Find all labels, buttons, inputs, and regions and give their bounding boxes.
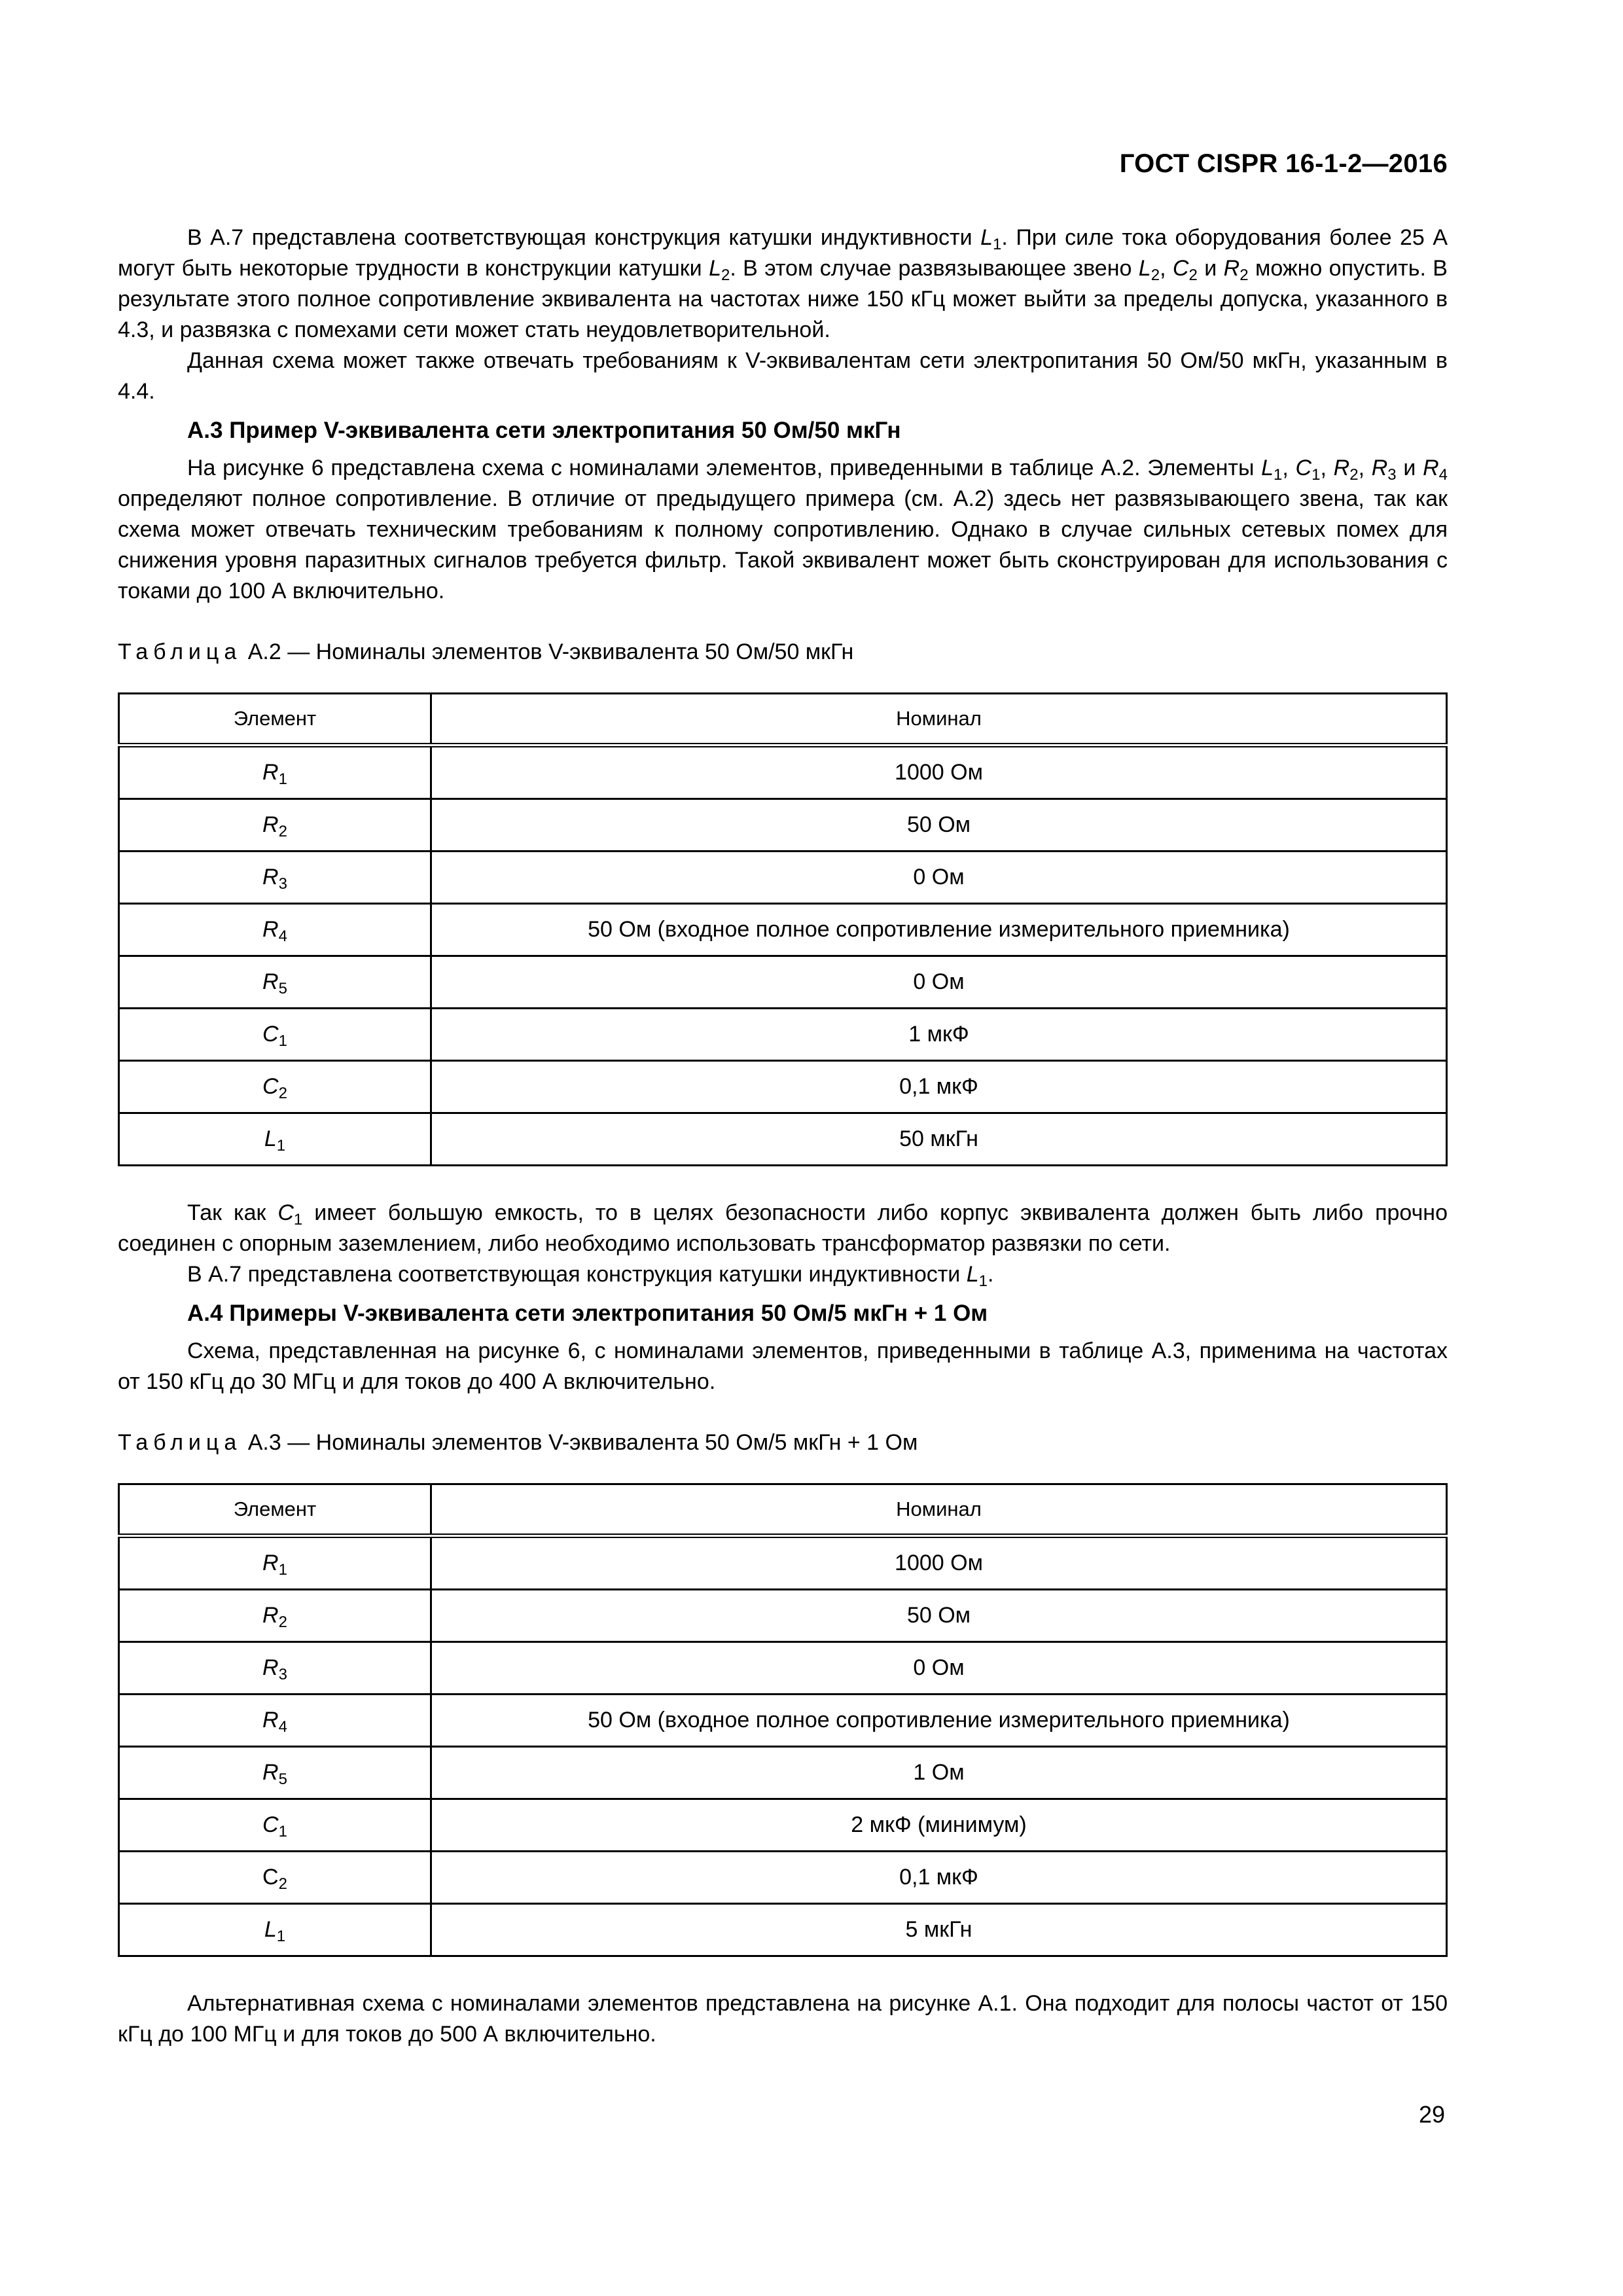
value-cell: 0,1 мкФ (431, 1061, 1447, 1113)
element-cell (119, 799, 431, 852)
symbol-r: R (262, 812, 279, 837)
symbol-r: R (262, 1603, 279, 1628)
element-cell (119, 1113, 431, 1166)
paragraph-alternative-scheme: Альтернативная схема с номиналами элементов представлена на рисунке А.1. Она подходит для полосы частот от 150 кГц до 100 МГц и для токов до 500 А включительно. (118, 1991, 1448, 2047)
value-cell: 50 Ом (431, 1590, 1447, 1642)
symbol-l: L (709, 256, 721, 281)
table-row (119, 1695, 1447, 1747)
subscript: 1 (278, 1032, 287, 1050)
subscript: 1 (1311, 466, 1321, 484)
value-cell: 50 мкГн (431, 1113, 1447, 1166)
symbol-r: R (262, 1655, 279, 1680)
table-row (119, 1113, 1447, 1166)
value-cell: 50 Ом (входное полное сопротивление измерительного приемника) (431, 1695, 1447, 1747)
subscript: 2 (721, 266, 730, 284)
caption-text: А.2 — Номиналы элементов V-эквивалента 50 Ом/50 мкГн (241, 639, 854, 664)
table-header-row (119, 694, 1447, 745)
column-header-value: Номинал (431, 1484, 1447, 1536)
table-row (119, 1852, 1447, 1904)
element-cell (119, 1009, 431, 1061)
table-a2 (118, 692, 1448, 1166)
table-row (119, 1747, 1447, 1799)
text-run: , (1282, 456, 1296, 480)
subscript: 5 (278, 1770, 287, 1788)
page-content (118, 223, 1448, 2050)
subscript: 1 (978, 1272, 988, 1290)
symbol-r: R (262, 1551, 279, 1575)
column-header-value: Номинал (431, 694, 1447, 745)
symbol-c: C (262, 1865, 279, 1890)
symbol-c: C (277, 1200, 294, 1225)
symbol-c: C (1295, 456, 1312, 480)
table-row (119, 1061, 1447, 1113)
text-run: определяют полное сопротивление. В отличие от предыдущего примера (см. А.2) здесь нет развязывающего звена, так как схема может отвечать техническим требованиям к полному сопротивлению. Однако в случае сильных сетевых помех для снижения уровня паразитных сигналов требуется фильтр. Такой эквивалент может быть сконструирован для использования с токами до 100 А включительно. (118, 486, 1448, 603)
value-cell: 0 Ом (431, 852, 1447, 904)
subscript: 1 (278, 1823, 287, 1840)
heading-a3: А.3 Пример V-эквивалента сети электропитания 50 Ом/50 мкГн (187, 418, 901, 443)
value-cell: 50 Ом (431, 799, 1447, 852)
text-run: На рисунке 6 представлена схема с номиналами элементов, приведенными в таблице А.2. Элементы (187, 456, 1262, 480)
paragraph-inductor-reference (118, 1259, 1448, 1290)
subscript: 1 (278, 1561, 287, 1579)
value-cell: 5 мкГн (431, 1904, 1447, 1956)
table-a2-caption (118, 637, 1448, 668)
table-a3 (118, 1483, 1448, 1957)
subscript: 2 (278, 1613, 287, 1631)
text-run: . (988, 1262, 994, 1287)
text-run: и (1396, 456, 1423, 480)
subscript: 3 (278, 1666, 287, 1683)
element-cell (119, 1799, 431, 1852)
subscript: 1 (1274, 466, 1283, 484)
paragraph-c1-safety (118, 1198, 1448, 1259)
table-row (119, 1536, 1447, 1590)
element-cell (119, 1590, 431, 1642)
symbol-c: C (262, 1074, 279, 1099)
element-cell (119, 1536, 431, 1590)
table-row (119, 1904, 1447, 1956)
text-run: можно опустить. В результате этого полное сопротивление эквивалента на частотах ниже 150 кГц может выйти за пределы допуска, указанного в 4.3, и развязка с помехами сети может стать неудовлетворительной. (118, 256, 1448, 342)
symbol-l: L (966, 1262, 979, 1287)
subscript: 2 (1240, 266, 1249, 284)
table-row (119, 1590, 1447, 1642)
element-cell (119, 1904, 431, 1956)
element-cell (119, 1747, 431, 1799)
table-row (119, 745, 1447, 799)
symbol-l: L (264, 1126, 277, 1151)
table-a3-caption (118, 1427, 1448, 1458)
text-run: и (1197, 256, 1224, 281)
element-cell (119, 1695, 431, 1747)
subscript: 2 (1188, 266, 1198, 284)
heading-a4: А.4 Примеры V-эквивалента сети электропитания 50 Ом/5 мкГн + 1 Ом (187, 1300, 988, 1326)
text-run: В А.7 представлена соответствующая конструкция катушки индуктивности (187, 225, 981, 250)
paragraph-figure6-scheme (118, 453, 1448, 607)
value-cell: 50 Ом (входное полное сопротивление измерительного приемника) (431, 904, 1447, 956)
table-row (119, 904, 1447, 956)
symbol-r: R (262, 865, 279, 889)
text-run: , (1320, 456, 1334, 480)
text-run: , (1160, 256, 1173, 281)
symbol-c: C (1172, 256, 1189, 281)
subscript: 4 (1438, 466, 1448, 484)
subscript: 4 (278, 927, 287, 945)
symbol-r: R (262, 1760, 279, 1785)
paragraph-table-a3-scope: Схема, представленная на рисунке 6, с номиналами элементов, приведенными в таблице А.3, применима на частотах от 150 кГц до 30 МГц и для токов до 400 А включительно. (118, 1338, 1448, 1394)
table-row (119, 799, 1447, 852)
column-header-element: Элемент (119, 1484, 431, 1536)
table-row (119, 1009, 1447, 1061)
symbol-c: C (262, 1022, 279, 1047)
value-cell: 0 Ом (431, 1642, 1447, 1695)
symbol-l: L (1261, 456, 1274, 480)
element-cell (119, 745, 431, 799)
element-cell (119, 1852, 431, 1904)
element-cell (119, 956, 431, 1009)
value-cell: 1 Ом (431, 1747, 1447, 1799)
symbol-r: R (1223, 256, 1240, 281)
element-cell (119, 904, 431, 956)
symbol-r: R (1371, 456, 1388, 480)
table-row (119, 1642, 1447, 1695)
text-run: . При силе тока оборудования более 25 А могут быть некоторые трудности в конструкции катушки (118, 225, 1448, 281)
column-header-element: Элемент (119, 694, 431, 745)
text-run: Так как (187, 1200, 278, 1225)
value-cell: 2 мкФ (минимум) (431, 1799, 1447, 1852)
subscript: 1 (993, 236, 1002, 253)
table-row (119, 852, 1447, 904)
subscript: 2 (1150, 266, 1160, 284)
page-number: 29 (1418, 2101, 1445, 2128)
value-cell: 0 Ом (431, 956, 1447, 1009)
element-cell (119, 1642, 431, 1695)
subscript: 1 (276, 1137, 286, 1155)
symbol-r: R (262, 760, 279, 785)
caption-label: Таблица (118, 1430, 242, 1455)
caption-text: А.3 — Номиналы элементов V-эквивалента 50 Ом/5 мкГн + 1 Ом (241, 1430, 918, 1455)
document-header: ГОСТ CISPR 16-1-2—2016 (1119, 149, 1448, 178)
symbol-l: L (980, 225, 993, 250)
subscript: 2 (278, 1875, 287, 1893)
subscript: 4 (278, 1718, 287, 1736)
subscript: 2 (1349, 466, 1359, 484)
table-row (119, 1799, 1447, 1852)
subscript: 3 (278, 875, 287, 893)
symbol-r: R (262, 969, 279, 994)
text-run: , (1358, 456, 1372, 480)
value-cell: 1000 Ом (431, 745, 1447, 799)
value-cell: 1000 Ом (431, 1536, 1447, 1590)
symbol-l: L (264, 1917, 277, 1942)
caption-label: Таблица (118, 639, 242, 664)
subscript: 2 (278, 1085, 287, 1102)
text-run: В А.7 представлена соответствующая конструкция катушки индуктивности (187, 1262, 967, 1287)
symbol-c: C (262, 1812, 279, 1837)
element-cell (119, 852, 431, 904)
paragraph-scheme-requirements: Данная схема может также отвечать требованиям к V-эквивалентам сети электропитания 50 Ом/50 мкГн, указанным в 4.4. (118, 348, 1448, 404)
symbol-r: R (262, 1708, 279, 1732)
subscript: 5 (278, 980, 287, 997)
table-row (119, 956, 1447, 1009)
subscript: 1 (278, 770, 287, 788)
table-header-row (119, 1484, 1447, 1536)
value-cell: 0,1 мкФ (431, 1852, 1447, 1904)
subscript: 2 (278, 823, 287, 840)
subscript: 3 (1387, 466, 1397, 484)
value-cell: 1 мкФ (431, 1009, 1447, 1061)
element-cell (119, 1061, 431, 1113)
subscript: 1 (293, 1211, 303, 1229)
symbol-r: R (262, 917, 279, 942)
symbol-l: L (1138, 256, 1151, 281)
symbol-r: R (1333, 456, 1350, 480)
text-run: имеет большую емкость, то в целях безопасности либо корпус эквивалента должен быть либо прочно соединен с опорным заземлением, либо необходимо использовать трансформатор развязки по сети. (118, 1200, 1448, 1256)
text-run: . В этом случае развязывающее звено (730, 256, 1139, 281)
paragraph-inductor-construction (118, 223, 1448, 346)
symbol-r: R (1423, 456, 1439, 480)
subscript: 1 (276, 1928, 286, 1945)
